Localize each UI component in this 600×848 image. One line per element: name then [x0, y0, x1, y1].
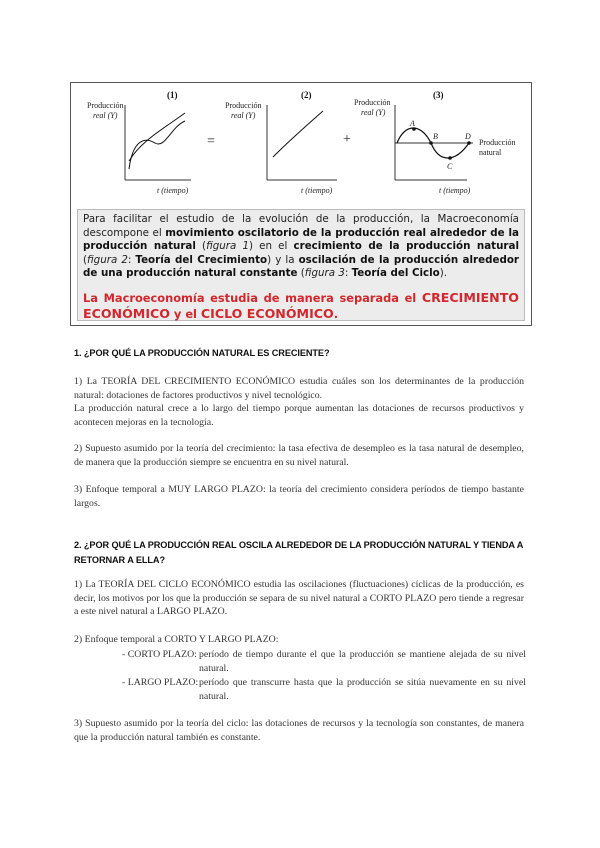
figure-1-number: (1) — [167, 90, 178, 100]
point-b-marker — [429, 141, 433, 145]
figure-2-ylabel-2: real (Y) — [231, 111, 256, 120]
section-2-title-line-1: 2. ¿POR QUÉ LA PRODUCCIÓN REAL OSCILA ALREDEDOR DE LA PRODUCCIÓN NATURAL Y TIENDA A — [74, 540, 524, 550]
oscillation-term: movimiento oscilatorio de la producción real alrededor de la producción natural — [83, 226, 519, 253]
explanation-text — [83, 213, 519, 281]
section-1-title: 1. ¿POR QUÉ LA PRODUCCIÓN NATURAL ES CRECIENTE? — [74, 348, 330, 358]
figure-2-number: (2) — [301, 90, 312, 100]
text-5: : — [127, 253, 136, 266]
short-term-definition: período de tiempo durante el que la producción se mantiene alejada de su nivel natural. — [199, 649, 526, 674]
figure-2-xlabel: t (tiempo) — [301, 186, 333, 195]
figure-3-ylabel-2: real (Y) — [361, 108, 386, 117]
figure-2-growth-curve — [273, 111, 323, 157]
section-2-point-2: 2) Enfoque temporal a CORTO Y LARGO PLAZO: — [74, 634, 279, 645]
figure-1-ref: figura 1 — [206, 240, 250, 253]
section-1-point-3: 3) Enfoque temporal a MUY LARGO PLAZO: la teoría del crecimiento considera períodos de tiempo bastante largos. — [74, 484, 524, 509]
point-a-label: A — [410, 119, 415, 128]
intro-text: Para facilitar el estudio de la evolución de la producción, la Macroeconomía descompone el — [83, 213, 519, 239]
figure-1-ylabel-1: Producción — [87, 101, 124, 110]
section-2-point-3: 3) Supuesto asumido por la teoría del ciclo: las dotaciones de recursos y la tecnología son constantes, de manera que la producción natural también es constante. — [74, 718, 524, 743]
section-2-point-1: 1) La TEORÍA DEL CICLO ECONÓMICO estudia las oscilaciones (fluctuaciones) cíclicas de la producción, es decir, los motivos por los que la producción se separa de su nivel natural a CORTO PLAZO pero tiende a regresar a este nivel natural a LARGO PLAZO. — [74, 579, 524, 617]
cycle-oscillation-term: oscilación de la producción alrededor de una producción natural constante — [83, 253, 519, 280]
figure-1-ylabel-2: real (Y) — [93, 111, 118, 120]
figure-2-ylabel-1: Producción — [225, 101, 262, 110]
highlight-text-2: y el — [169, 306, 201, 321]
figure-3-ref: figura 3 — [304, 267, 345, 280]
text-3: ) en el — [249, 240, 294, 253]
point-d-label: D — [465, 132, 471, 141]
text-4: ( — [83, 253, 88, 266]
highlight-text-1: La Macroeconomía estudia de manera separada el — [83, 290, 422, 305]
summary-box — [70, 82, 532, 326]
equals-sign: = — [207, 134, 215, 149]
section-1-point-1a: 1) La TEORÍA DEL CRECIMIENTO ECONÓMICO estudia cuáles son los determinantes de la producción natural: dotaciones de factores productivos y nivel tecnológico. — [74, 376, 524, 401]
point-b-label: B — [433, 132, 438, 141]
natural-label-1: Producción — [479, 138, 516, 147]
plus-sign: + — [343, 132, 351, 147]
figure-3-ylabel-1: Producción — [354, 98, 391, 107]
figure-3-xlabel: t (tiempo) — [439, 186, 471, 195]
figure-2-ref: figura 2 — [87, 253, 128, 266]
highlight-text-3: . — [333, 306, 339, 321]
text-2: ( — [195, 240, 207, 253]
section-2-title-line-2: RETORNAR A ELLA? — [74, 555, 165, 565]
growth-term: crecimiento de la producción natural — [293, 240, 519, 253]
growth-cycle-figures — [71, 83, 531, 209]
text-6: ) y la — [267, 253, 299, 266]
economic-cycle-term: CICLO ECONÓMICO — [200, 305, 334, 321]
short-term-label: - CORTO PLAZO: — [122, 649, 197, 660]
explanation-box — [77, 209, 525, 321]
point-c-label: C — [447, 162, 453, 171]
economic-growth-term: CRECIMIENTO ECONÓMICO — [83, 289, 519, 321]
text-8: : — [344, 267, 352, 280]
highlight-statement — [83, 290, 519, 322]
point-d-marker — [467, 141, 471, 145]
figure-3-number: (3) — [433, 90, 444, 100]
section-1-point-1b: La producción natural crece a lo largo del tiempo porque aumentan las dotaciones de recursos productivos y acontecen mejoras en la tecnología. — [74, 403, 524, 428]
figure-1-xlabel: t (tiempo) — [157, 186, 189, 195]
figure-1-real-curve — [129, 121, 185, 169]
text-7: ( — [297, 267, 305, 280]
cycle-theory-term: Teoría del Ciclo — [351, 267, 440, 280]
long-term-label: - LARGO PLAZO: — [122, 677, 199, 688]
point-c-marker — [448, 156, 452, 160]
figure-1-natural-curve — [129, 113, 185, 161]
text-9: ). — [439, 267, 448, 280]
section-1-point-2: 2) Supuesto asumido por la teoría del crecimiento: la tasa efectiva de desempleo es la tasa natural de desempleo, de manera que la producción siempre se encuentra en su nivel natural. — [74, 443, 524, 468]
long-term-definition: período que transcurre hasta que la producción se sitúa nuevamente en su nivel natural. — [199, 677, 526, 702]
natural-label-2: natural — [479, 148, 502, 157]
growth-theory-term: Teoría del Crecimiento — [135, 253, 268, 266]
